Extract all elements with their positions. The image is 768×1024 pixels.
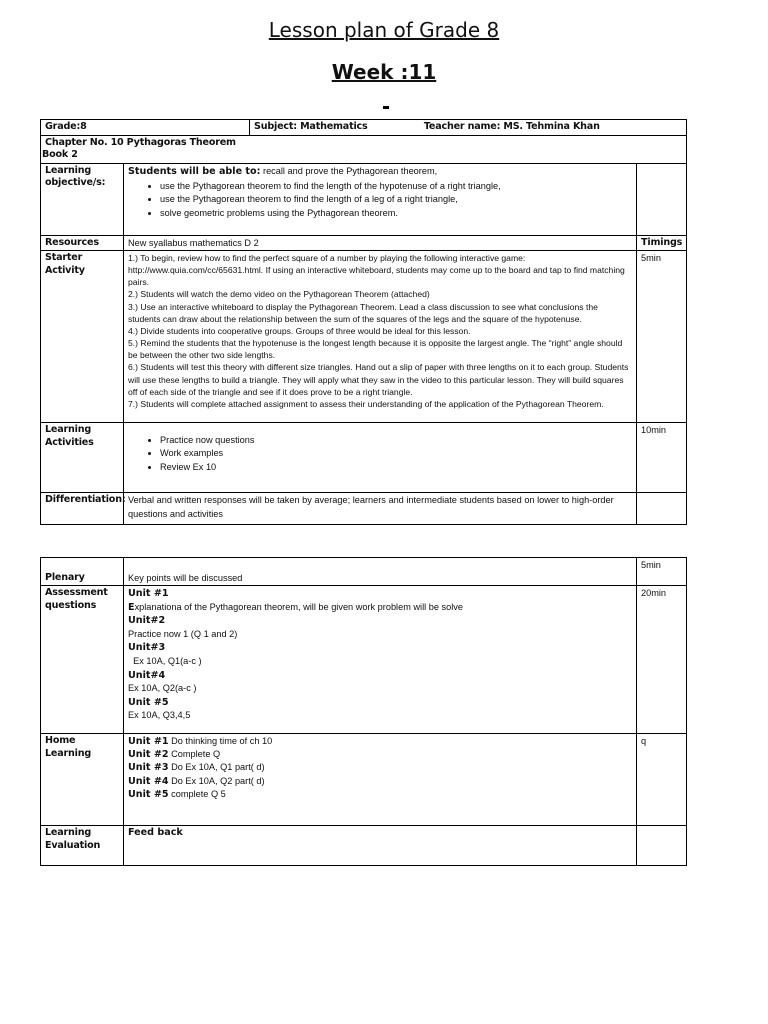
unit-text: Do Ex 10A, Q2 part( d): [168, 775, 265, 786]
starter-label: Starter Activity: [41, 251, 124, 423]
objective-list: [128, 180, 632, 220]
home-cell: [124, 734, 637, 826]
book-text: Book 2: [42, 149, 78, 160]
resources-row: [41, 235, 687, 251]
assessment-label: Assessment questions: [41, 586, 124, 734]
unit-label: Unit #5: [128, 788, 169, 800]
home-time: q: [637, 734, 687, 826]
subject-text: Subject: Mathematics: [254, 121, 368, 132]
teacher-text: Teacher name: MS. Tehmina Khan: [423, 121, 600, 132]
timings-label: Timings: [637, 235, 687, 251]
unit-label: Unit#3: [128, 642, 166, 654]
list-item: • use the Pythagorean theorem to find the length of a leg of a right triangle,: [160, 193, 632, 206]
starter-cell: [124, 251, 637, 423]
plenary-time: 5min: [637, 558, 687, 586]
objective-cell: [124, 163, 637, 235]
chapter-row: [41, 135, 687, 163]
unit-text: Ex 10A, Q1(a-c ): [128, 655, 202, 666]
starter-step: 1.) To begin, review how to find the perfect square of a number by playing the following interactive game: http://www.quia.com/cc/65631.html. If using an interactive whiteboard, students may come up to the board and tap to find matching pairs.: [128, 253, 625, 288]
evaluation-text: Feed back: [124, 826, 637, 866]
list-item: • Practice now questions: [160, 434, 632, 447]
plenary-label-cell: [41, 558, 124, 586]
starter-step: 7.) Students will complete attached assignment to assess their understanding of the application of the Pythagorean Theorem.: [128, 398, 604, 409]
unit-label: Unit #1: [128, 588, 169, 599]
unit-text: Do Ex 10A, Q1 part( d): [168, 762, 265, 773]
plenary-text-cell: [124, 558, 637, 586]
unit-text: Complete Q: [168, 749, 221, 760]
unit-text: xplanationa of the Pythagorean theorem, will be given work problem will be solve: [134, 601, 463, 612]
subject-teacher-cell: [250, 120, 687, 136]
assessment-row: [41, 586, 687, 734]
plenary-row: [41, 558, 687, 586]
chapter-text: Chapter No. 10 Pythagoras Theorem: [45, 136, 236, 148]
chapter-cell: [41, 135, 687, 163]
objective-lead: Students will be able to:: [128, 165, 261, 177]
home-label: Home Learning: [41, 734, 124, 826]
differentiation-label: Differentiation:: [41, 493, 124, 525]
dash-mark: [383, 106, 389, 109]
unit-label: Unit #2: [128, 749, 169, 761]
assessment-cell: [124, 586, 637, 734]
differentiation-row: [41, 493, 687, 525]
activities-row: [41, 423, 687, 493]
unit-text: Ex 10A, Q2(a-c ): [128, 683, 197, 694]
list-item: • Review Ex 10: [160, 461, 632, 474]
activities-list: [128, 434, 632, 474]
activities-cell: [124, 423, 637, 493]
home-learning-row: [41, 734, 687, 826]
differentiation-text: Verbal and written responses will be taken by average; learners and intermediate students based on lower to high-order questions and activities: [124, 493, 637, 525]
starter-row: [41, 251, 687, 423]
header-row: [41, 120, 687, 136]
starter-step: 5.) Remind the students that the hypotenuse is the longest length because it is opposite the largest angle. The “right” angle should be between the other two side lengths.: [128, 338, 623, 361]
starter-step: 3.) Use an interactive whiteboard to display the Pythagorean Theorem. Lead a class discussion to see what conclusions the students can draw about the relationship between the sum of the squares of the legs and the square of the hypotenuse.: [128, 301, 598, 324]
assessment-time: 20min: [637, 586, 687, 734]
grade-cell: Grade:8: [41, 120, 250, 136]
objective-text: recall and prove the Pythagorean theorem,: [260, 165, 438, 176]
evaluation-time-cell: [637, 826, 687, 866]
week-heading: Week :11: [331, 60, 437, 84]
list-item: • use the Pythagorean theorem to find the length of the hypotenuse of a right triangle,: [160, 180, 632, 193]
unit-label: Unit #1: [128, 736, 169, 747]
unit-label: Unit #5: [128, 696, 169, 708]
unit-text: Ex 10A, Q3,4,5: [128, 710, 191, 721]
plenary-label: Plenary: [45, 571, 85, 583]
activities-label: Learning Activities: [41, 423, 124, 493]
objective-label: Learning objective/s:: [41, 163, 124, 235]
activities-time: 10min: [637, 423, 687, 493]
starter-time: 5min: [637, 251, 687, 423]
list-item: • Work examples: [160, 447, 632, 460]
lesson-plan-table: [40, 119, 687, 525]
resources-label: Resources: [41, 235, 124, 251]
differentiation-time-cell: [637, 493, 687, 525]
unit-label: Unit#2: [128, 615, 166, 627]
list-item: • solve geometric problems using the Pythagorean theorem.: [160, 207, 632, 220]
unit-label: Unit#4: [128, 669, 166, 681]
unit-initial: E: [128, 601, 135, 613]
objective-row: [41, 163, 687, 235]
unit-label: Unit #4: [128, 775, 169, 787]
starter-step: 6.) Students will test this theory with different size triangles. Hand out a slip of paper with three lengths on it to each group. Students will use these lengths to build a triangle. They will apply what they saw in the video to this particular lesson. They will build squares off of each side of the triangle and see if it does prove to be a right triangle.: [128, 362, 629, 397]
unit-label: Unit #3: [128, 762, 169, 774]
evaluation-label: Learning Evaluation: [41, 826, 124, 866]
unit-text: Practice now 1 (Q 1 and 2): [128, 628, 238, 639]
objective-time-cell: [637, 163, 687, 235]
starter-step: 4.) Divide students into cooperative groups. Groups of three would be ideal for this lesson.: [128, 325, 471, 336]
starter-step: 2.) Students will watch the demo video on the Pythagorean Theorem (attached): [128, 289, 430, 300]
unit-text: complete Q 5: [168, 788, 226, 799]
page-title: Lesson plan of Grade 8: [268, 18, 500, 42]
evaluation-row: [41, 826, 687, 866]
plenary-text: Key points will be discussed: [128, 572, 243, 583]
resources-text: New syallabus mathematics D 2: [124, 235, 637, 251]
unit-text: Do thinking time of ch 10: [168, 736, 273, 746]
plenary-table: [40, 557, 687, 866]
